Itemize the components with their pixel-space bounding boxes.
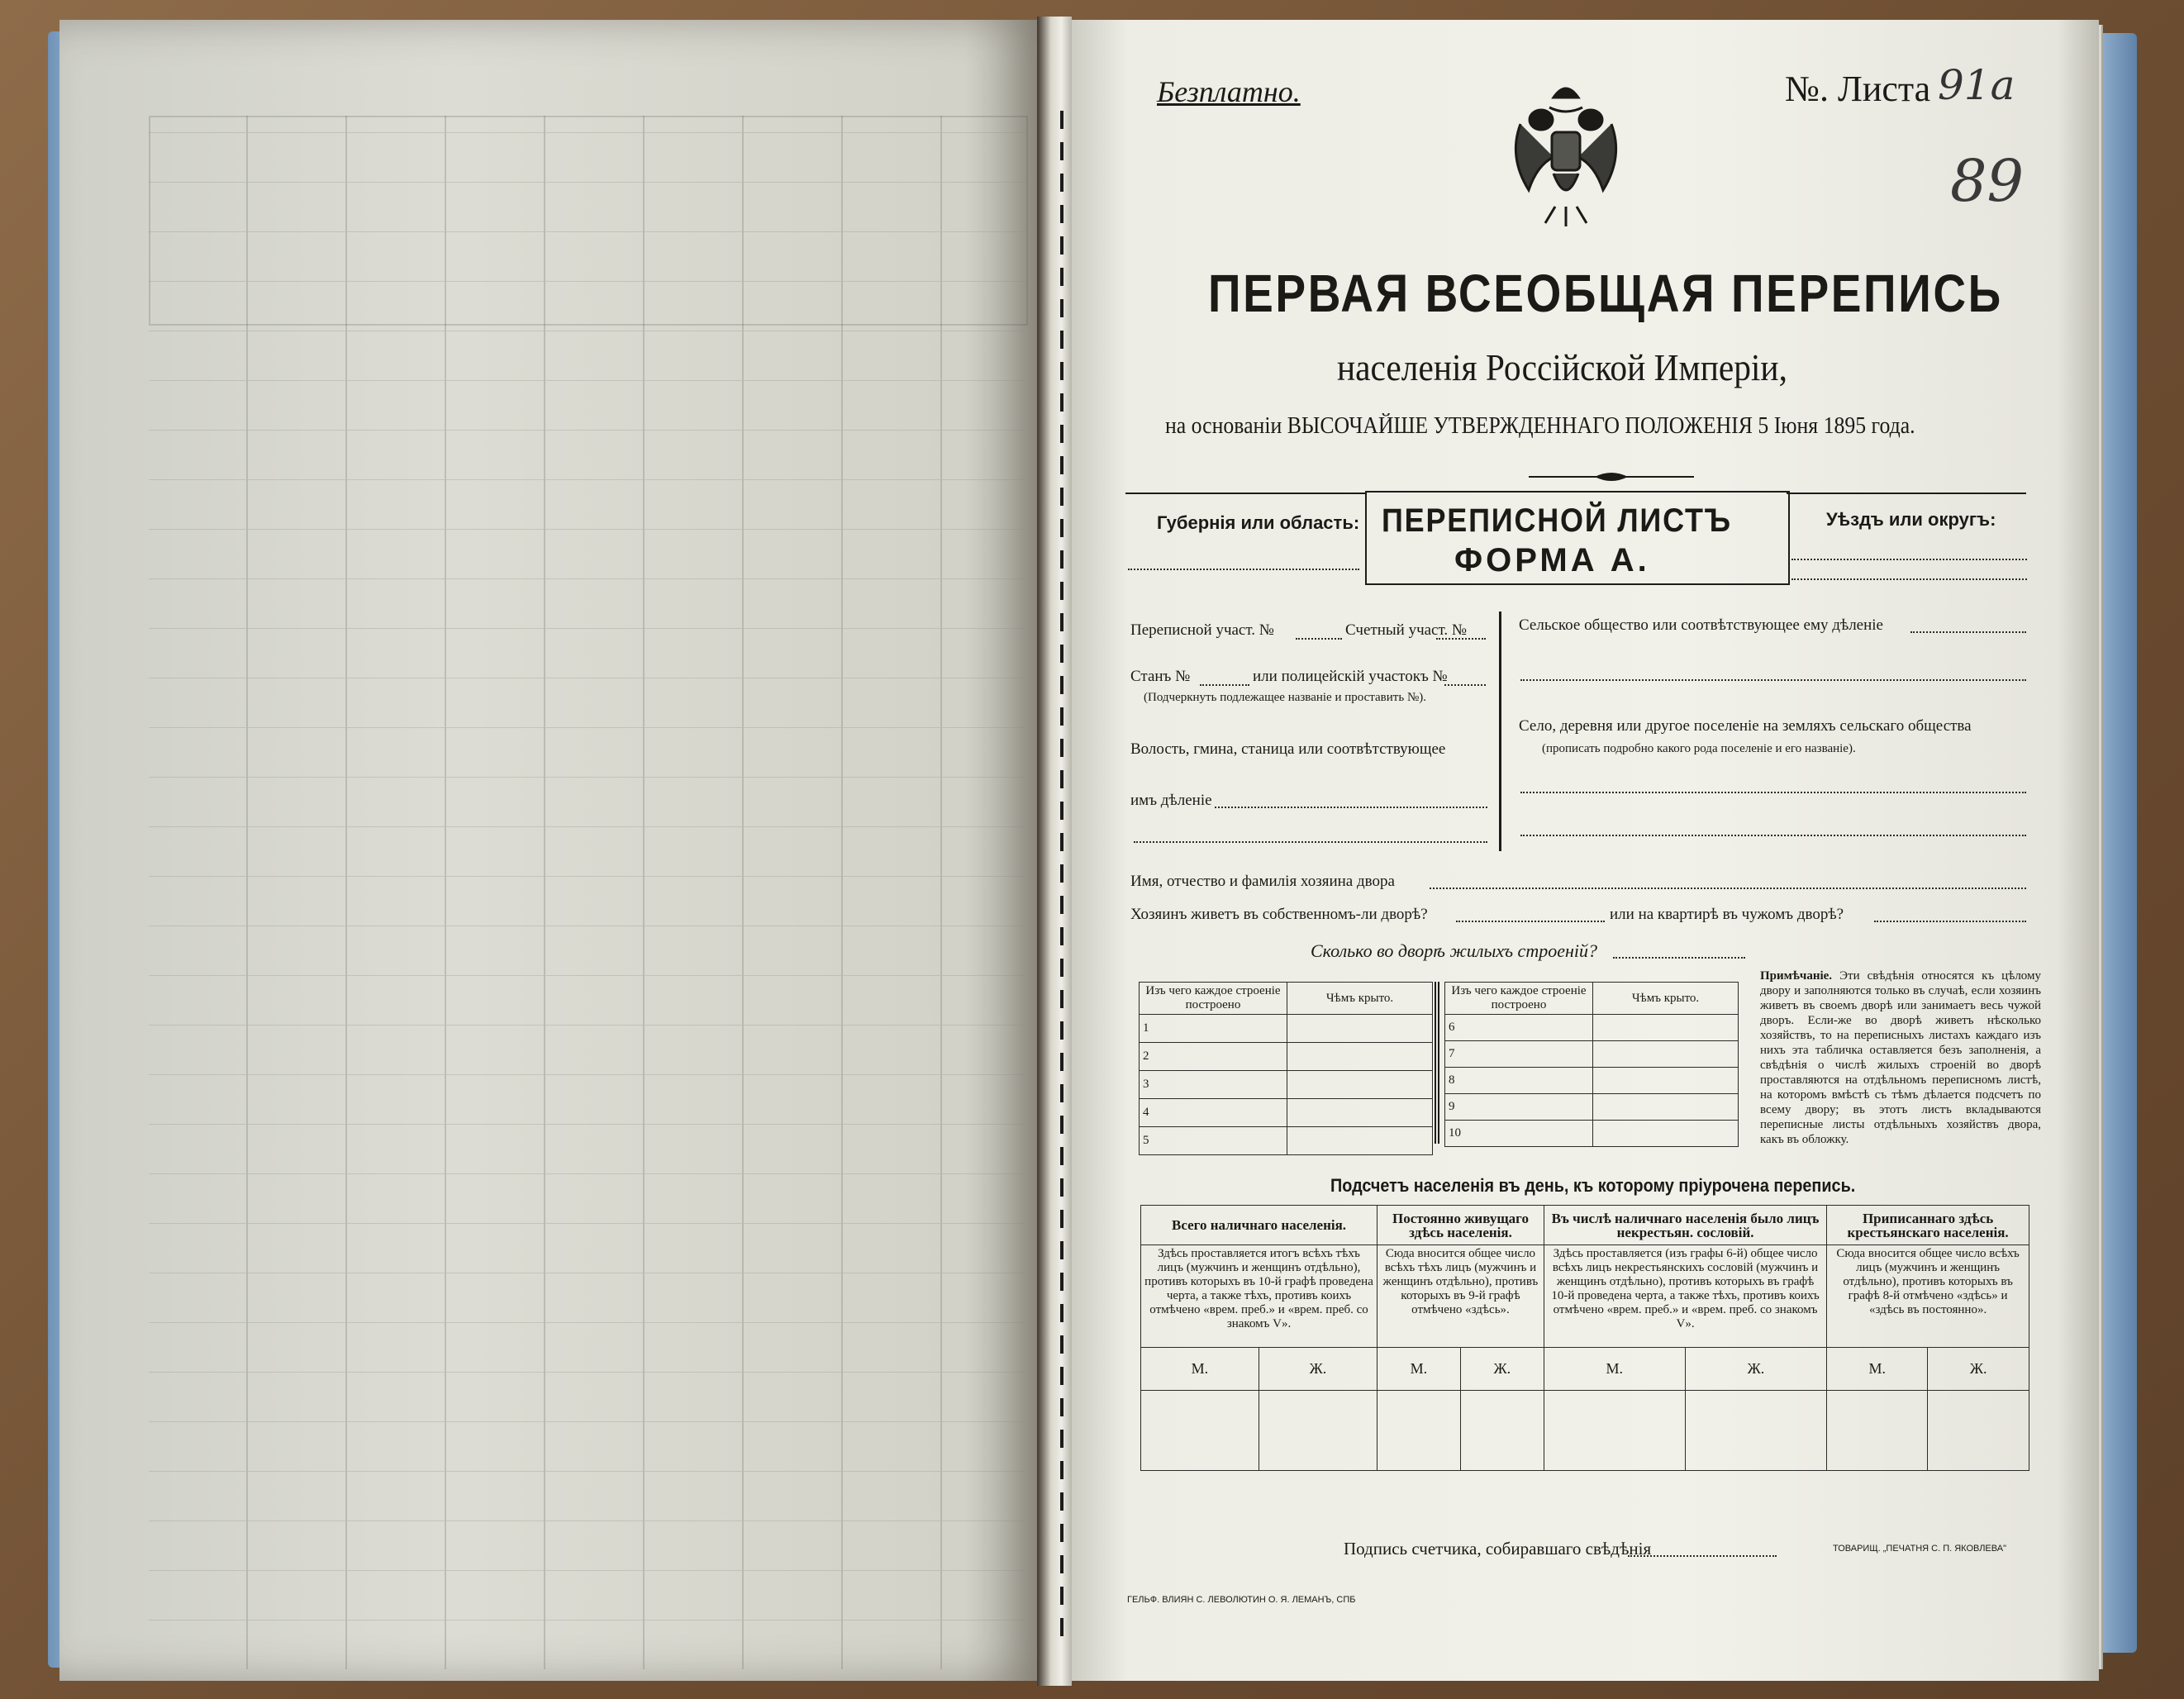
printer-mark-left: ГЕЛЬФ. ВЛИЯН С. ЛЕВОЛЮТИН О. Я. ЛЕМАНЪ, СПБ	[1127, 1595, 1356, 1605]
census-section-field[interactable]	[1296, 638, 1342, 640]
rural-society-label: Сельское общество или соотвѣтствующее ему дѣленіе	[1519, 616, 1883, 634]
signature-field[interactable]	[1628, 1555, 1777, 1557]
form-title: ПЕРЕПИСНОЙ ЛИСТЪ	[1382, 502, 1732, 539]
female-header: Ж.	[1259, 1348, 1377, 1391]
building-roof-cell[interactable]	[1287, 1127, 1433, 1155]
printer-mark-right: ТОВАРИЩ. „ПЕЧАТНЯ С. П. ЯКОВЛЕВА"	[1833, 1544, 2006, 1554]
district-label: Уѣздъ или округъ:	[1826, 509, 1996, 530]
building-row-number: 5	[1140, 1127, 1287, 1155]
pop-col-desc: Сюда вносится общее число всѣхъ лицъ (мужчинъ и женщинъ отдѣльно), противъ которыхъ въ графѣ 8-й отмѣчено «здѣсь» и «здѣсь въ постоянно».	[1827, 1245, 2029, 1348]
owner-lives-rented-field[interactable]	[1874, 921, 2026, 922]
pop-col-desc: Сюда вносится общее число всѣхъ тѣхъ лицъ (мужчинъ и женщинъ отдѣльно), противъ которыхъ въ 9-й графѣ отмѣчено «здѣсь».	[1377, 1245, 1544, 1348]
rural-society-field[interactable]	[1910, 631, 2026, 633]
male-header: М.	[1377, 1348, 1461, 1391]
stan-label: Станъ №	[1130, 668, 1191, 685]
buildings-table-separator	[1435, 982, 1441, 1144]
signature-label: Подпись счетчика, собиравшаго свѣдѣнія	[1344, 1539, 1652, 1559]
rural-society-field-2[interactable]	[1520, 679, 2026, 681]
building-roof-cell[interactable]	[1593, 1068, 1739, 1094]
left-page-bleed-through-header	[149, 116, 1028, 326]
underline-note: (Подчеркнуть подлежащее названіе и проставить №).	[1144, 691, 1426, 704]
pop-value-cell[interactable]	[1377, 1391, 1461, 1471]
female-header: Ж.	[1928, 1348, 2029, 1391]
census-legal-basis: на основаніи ВЫСОЧАЙШЕ УТВЕРЖДЕННАГО ПОЛОЖЕНІЯ 5 Іюня 1895 года.	[1165, 413, 1915, 439]
census-title: ПЕРВАЯ ВСЕОБЩАЯ ПЕРЕПИСЬ	[1208, 264, 2003, 323]
buildings-question: Сколько во дворѣ жилыхъ строеній?	[1311, 940, 1597, 961]
col-material-header: Изъ чего каждое строеніе построено	[1140, 983, 1287, 1015]
count-section-label: Счетный участ. №	[1345, 621, 1467, 639]
volost-label: Волость, гмина, станица или соотвѣтствующее	[1130, 740, 1446, 758]
stan-field[interactable]	[1200, 684, 1249, 686]
buildings-table-left	[1139, 982, 1433, 1155]
building-row-number: 8	[1445, 1068, 1593, 1094]
double-headed-eagle-emblem	[1504, 74, 1628, 231]
pop-col-title: Всего наличнаго населенія.	[1141, 1206, 1377, 1245]
pop-value-cell[interactable]	[1259, 1391, 1377, 1471]
pop-col-desc: Здѣсь проставляется итогъ всѣхъ тѣхъ лицъ (мужчинъ и женщинъ отдѣльно), противъ которыхъ въ 10-й графѣ проведена черта, а также тѣхъ, противъ коихъ отмѣчено «врем. преб.» и «врем. преб. со знакомъ V».	[1141, 1245, 1377, 1348]
building-row-number: 2	[1140, 1043, 1287, 1071]
male-header: М.	[1141, 1348, 1259, 1391]
owner-lives-own-field[interactable]	[1456, 921, 1605, 922]
owner-name-field[interactable]	[1430, 888, 2026, 889]
building-row-number: 3	[1140, 1071, 1287, 1099]
building-roof-cell[interactable]	[1287, 1071, 1433, 1099]
buildings-count-field[interactable]	[1613, 957, 1745, 959]
district-box	[1787, 493, 2026, 577]
building-roof-cell[interactable]	[1593, 1121, 1739, 1147]
village-label: Село, деревня или другое поселеніе на земляхъ сельскаго общества	[1519, 717, 1972, 735]
building-row-number: 9	[1445, 1094, 1593, 1121]
village-field[interactable]	[1520, 792, 2026, 793]
male-header: М.	[1544, 1348, 1685, 1391]
sheet-number-label: №. Листа	[1785, 69, 1931, 109]
owner-name-label: Имя, отчество и фамилія хозяина двора	[1130, 873, 1395, 890]
volost-field-2[interactable]	[1134, 841, 1487, 843]
pop-value-cell[interactable]	[1928, 1391, 2029, 1471]
pop-value-cell[interactable]	[1685, 1391, 1827, 1471]
volost-field[interactable]	[1215, 807, 1487, 808]
building-row-number: 6	[1445, 1015, 1593, 1041]
district-field[interactable]	[1791, 559, 2027, 560]
male-header: М.	[1827, 1348, 1928, 1391]
left-page-bleed-through-grid	[149, 116, 1025, 1669]
pop-col-desc: Здѣсь проставляется (изъ графы 6-й) общее число всѣхъ лицъ некрестьянскихъ сословій (мужчинъ и женщинъ отдѣльно), противъ которыхъ въ графѣ 10-й проведена черта, а также тѣхъ, противъ коихъ отмѣчено «врем. преб.» и «врем. преб. со знакомъ V».	[1544, 1245, 1826, 1348]
col-roof-header: Чѣмъ крыто.	[1593, 983, 1739, 1015]
pop-value-cell[interactable]	[1141, 1391, 1259, 1471]
ornament-divider	[1529, 471, 1694, 483]
sheet-number-handwritten: 91а	[1938, 61, 2015, 109]
fields-column-divider	[1499, 612, 1501, 851]
building-row-number: 4	[1140, 1099, 1287, 1127]
building-roof-cell[interactable]	[1593, 1094, 1739, 1121]
note-block	[1760, 968, 2041, 1147]
female-header: Ж.	[1685, 1348, 1827, 1391]
free-label: Безплатно.	[1157, 75, 1301, 108]
count-section-field[interactable]	[1436, 638, 1486, 640]
population-table	[1140, 1205, 2029, 1471]
census-subtitle: населенія Россійской Имперіи,	[1337, 346, 1787, 388]
col-material-header: Изъ чего каждое строеніе построено	[1445, 983, 1593, 1015]
pop-value-cell[interactable]	[1827, 1391, 1928, 1471]
building-roof-cell[interactable]	[1593, 1041, 1739, 1068]
police-section-label: или полицейскій участокъ №	[1253, 668, 1448, 685]
village-field-2[interactable]	[1520, 835, 2026, 836]
binding-stitching	[1060, 99, 1063, 1636]
building-roof-cell[interactable]	[1593, 1015, 1739, 1041]
province-label: Губернія или область:	[1157, 512, 1360, 533]
province-field[interactable]	[1128, 569, 1359, 570]
province-box	[1125, 493, 1365, 577]
owner-lives-label: Хозяинъ живетъ въ собственномъ-ли дворѣ?	[1130, 906, 1428, 923]
pop-col-title: Приписаннаго здѣсь крестьянскаго населенія.	[1827, 1206, 2029, 1245]
building-roof-cell[interactable]	[1287, 1099, 1433, 1127]
buildings-table-right	[1444, 982, 1739, 1147]
building-row-number: 1	[1140, 1015, 1287, 1043]
form-subtitle: ФОРМА А.	[1454, 542, 1650, 578]
building-row-number: 10	[1445, 1121, 1593, 1147]
handwritten-page-number: 89	[1950, 147, 2025, 215]
col-roof-header: Чѣмъ крыто.	[1287, 983, 1433, 1015]
building-roof-cell[interactable]	[1287, 1015, 1433, 1043]
census-section-label: Переписной участ. №	[1130, 621, 1274, 639]
building-row-number: 7	[1445, 1041, 1593, 1068]
village-note: (прописать подробно какого рода поселеніе и его названіе).	[1542, 742, 1856, 755]
police-section-field[interactable]	[1444, 684, 1486, 686]
pop-col-title: Въ числѣ наличнаго населенія было лицъ некрестьян. сословій.	[1544, 1206, 1826, 1245]
district-field-2[interactable]	[1791, 578, 2027, 580]
note-text: Эти свѣдѣнія относятся къ цѣлому двору и заполняются только въ случаѣ, если хозяинъ живетъ въ своемъ дворѣ или занимаетъ весь чужой дворъ. Если-же во дворѣ живетъ нѣсколько хозяйствъ, то на переписныхъ листахъ каждаго изъ нихъ эта табличка оставляется безъ заполненія, а свѣдѣнія о числѣ жилыхъ строеній во дворѣ проставляются на отдѣльномъ переписномъ листѣ, на которомъ вмѣстѣ съ тѣмъ дѣлается подсчетъ по всему двору; въ этотъ листъ вкладываются переписные листы отдѣльныхъ хозяйствъ двора, какъ въ обложку.	[1760, 969, 2042, 1146]
pop-value-cell[interactable]	[1544, 1391, 1685, 1471]
note-label: Примѣчаніе.	[1760, 969, 1833, 983]
volost-label-2: имъ дѣленіе	[1130, 792, 1212, 809]
pop-value-cell[interactable]	[1460, 1391, 1544, 1471]
or-rented-label: или на квартирѣ въ чужомъ дворѣ?	[1610, 906, 1844, 923]
female-header: Ж.	[1460, 1348, 1544, 1391]
population-heading: Подсчетъ населенія въ день, къ которому пріурочена перепись.	[1330, 1175, 1856, 1196]
book-gutter	[1037, 17, 1072, 1686]
building-roof-cell[interactable]	[1287, 1043, 1433, 1071]
pop-col-title: Постоянно живущаго здѣсь населенія.	[1377, 1206, 1544, 1245]
